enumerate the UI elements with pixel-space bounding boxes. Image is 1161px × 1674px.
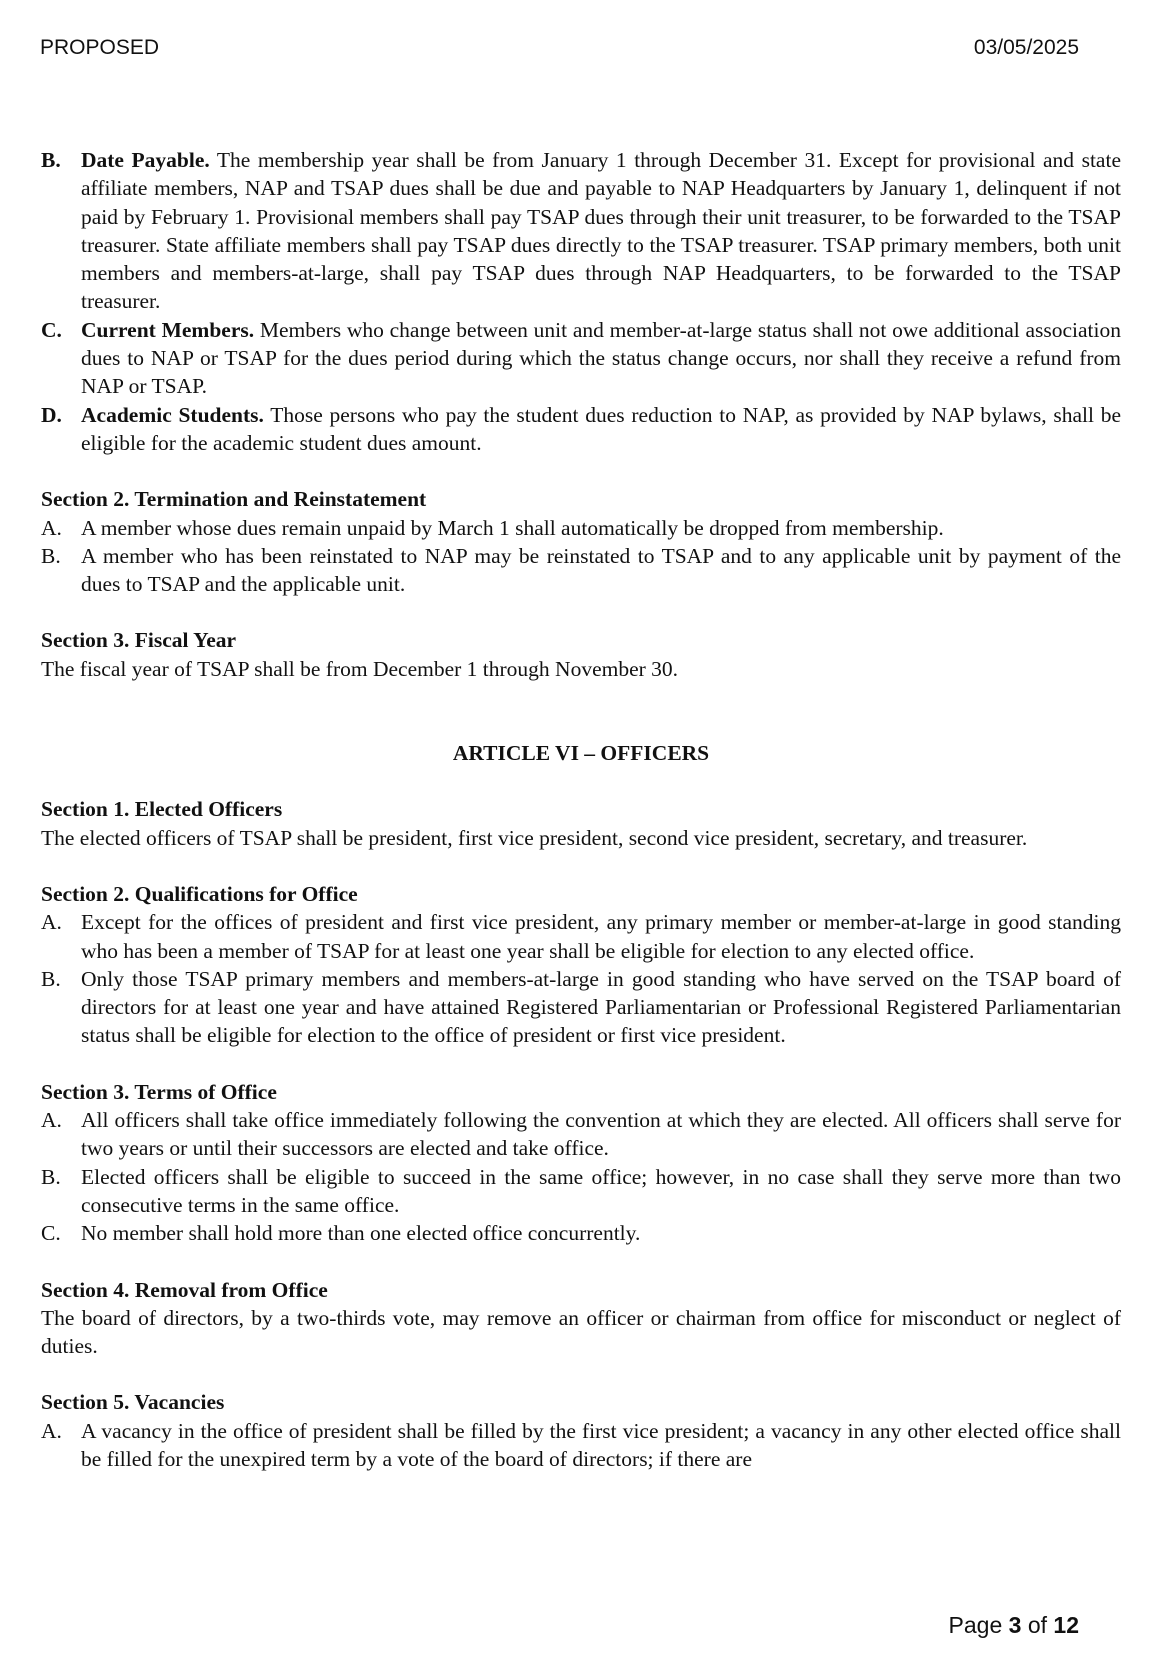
header-date: 03/05/2025 xyxy=(973,36,1079,59)
list-item xyxy=(41,965,1121,1050)
list-item xyxy=(41,514,1121,542)
list-item xyxy=(41,908,1121,965)
list-item xyxy=(41,1417,1121,1474)
section-title: Section 5. Vacancies xyxy=(41,1390,225,1415)
list-item xyxy=(41,1219,1121,1247)
item-text: No member shall hold more than one elected office concurrently. xyxy=(81,1221,641,1246)
page-word: Page xyxy=(948,1612,1009,1638)
total-pages: 12 xyxy=(1053,1612,1079,1638)
item-text: Only those TSAP primary members and members-at-large in good standing who have served on the TSAP board of directors for at least one year and have attained Registered Parliamentarian or Professional Registered Parliamentarian status shall be eligible for election to the office of president or first vice president. xyxy=(81,966,1121,1048)
item-label: C. xyxy=(41,317,62,342)
item-label: B. xyxy=(41,966,61,991)
header-status: PROPOSED xyxy=(40,36,160,59)
item-text: Except for the offices of president and first vice president, any primary member or member-at-large in good standing who has been a member of TSAP for at least one year shall be eligible for election to any elected office. xyxy=(81,910,1121,963)
article-heading: ARTICLE VI – OFFICERS xyxy=(452,741,710,766)
item-title: Current Members. xyxy=(81,317,255,342)
item-text: Members who change between unit and member-at-large status shall not owe additional association dues to NAP or TSAP for the dues period during which the status change occurs, nor shall they receive a refund from NAP or TSAP. xyxy=(81,317,1121,399)
item-label: A. xyxy=(41,1418,62,1443)
item-text: The membership year shall be from January 1 through December 31. Except for provisional and state affiliate members, NAP and TSAP dues shall be due and payable to NAP Headquarters by January 1, delinquent if not paid by February 1. Provisional members shall pay TSAP dues through their unit treasurer, to be forwarded to the TSAP treasurer. State affiliate members shall pay TSAP dues directly to the TSAP treasurer. TSAP primary members, both unit members and members-at-large, shall pay TSAP dues through NAP Headquarters, to be forwarded to the TSAP treasurer. xyxy=(81,148,1121,314)
section-title: Section 3. Fiscal Year xyxy=(41,628,237,653)
list-item xyxy=(41,316,1121,401)
section-title: Section 4. Removal from Office xyxy=(41,1277,328,1302)
section-text: The board of directors, by a two-thirds vote, may remove an officer or chairman from office for misconduct or neglect of duties. xyxy=(41,1305,1121,1359)
item-label: B. xyxy=(41,148,61,172)
item-label: D. xyxy=(41,402,62,427)
document-body xyxy=(41,146,1121,1473)
item-label: B. xyxy=(41,1164,61,1189)
section-terms-of-office xyxy=(41,1078,1121,1248)
item-title: Date Payable. xyxy=(81,148,210,172)
item-text: A member who has been reinstated to NAP may be reinstated to TSAP and to any applicable unit by payment of the dues to TSAP and the applicable unit. xyxy=(81,543,1121,597)
item-label: A. xyxy=(41,1108,62,1133)
item-text: A member whose dues remain unpaid by March 1 shall automatically be dropped from membership. xyxy=(81,515,944,540)
item-label: B. xyxy=(41,543,61,568)
item-text: Those persons who pay the student dues reduction to NAP, as provided by NAP bylaws, shall be eligible for the academic student dues amount. xyxy=(81,402,1121,455)
item-label: A. xyxy=(41,910,62,935)
of-word: of xyxy=(1021,1612,1054,1638)
list-item xyxy=(41,1106,1121,1163)
section-elected-officers xyxy=(41,795,1121,852)
list-item xyxy=(41,401,1121,458)
section-vacancies xyxy=(41,1388,1121,1473)
section-text: The elected officers of TSAP shall be president, first vice president, second vice president, secretary, and treasurer. xyxy=(41,825,1028,850)
item-label: C. xyxy=(41,1221,61,1246)
list-item xyxy=(41,146,1121,316)
list-item xyxy=(41,1163,1121,1220)
item-title: Academic Students. xyxy=(81,402,264,427)
dues-list xyxy=(41,146,1121,457)
item-text: All officers shall take office immediately following the convention at which they are elected. All officers shall serve for two years or until their successors are elected and take office. xyxy=(81,1108,1121,1161)
current-page: 3 xyxy=(1008,1612,1022,1638)
section-title: Section 2. Termination and Reinstatement xyxy=(41,487,427,512)
section-title: Section 1. Elected Officers xyxy=(41,797,283,822)
item-text: Elected officers shall be eligible to succeed in the same office; however, in no case shall they serve more than two consecutive terms in the same office. xyxy=(81,1164,1121,1217)
section-removal xyxy=(41,1276,1121,1361)
section-text: The fiscal year of TSAP shall be from December 1 through November 30. xyxy=(41,656,679,681)
section-fiscal-year xyxy=(41,626,1121,683)
section-title: Section 2. Qualifications for Office xyxy=(41,881,358,906)
list-item xyxy=(41,542,1121,599)
item-text: A vacancy in the office of president shall be filled by the first vice president; a vacancy in any other elected office shall be filled for the unexpired term by a vote of the board of directors; if there are xyxy=(81,1418,1121,1471)
item-label: A. xyxy=(41,515,62,540)
section-title: Section 3. Terms of Office xyxy=(41,1079,277,1104)
page-number xyxy=(949,1612,1079,1639)
section-termination xyxy=(41,485,1121,598)
section-qualifications xyxy=(41,880,1121,1050)
